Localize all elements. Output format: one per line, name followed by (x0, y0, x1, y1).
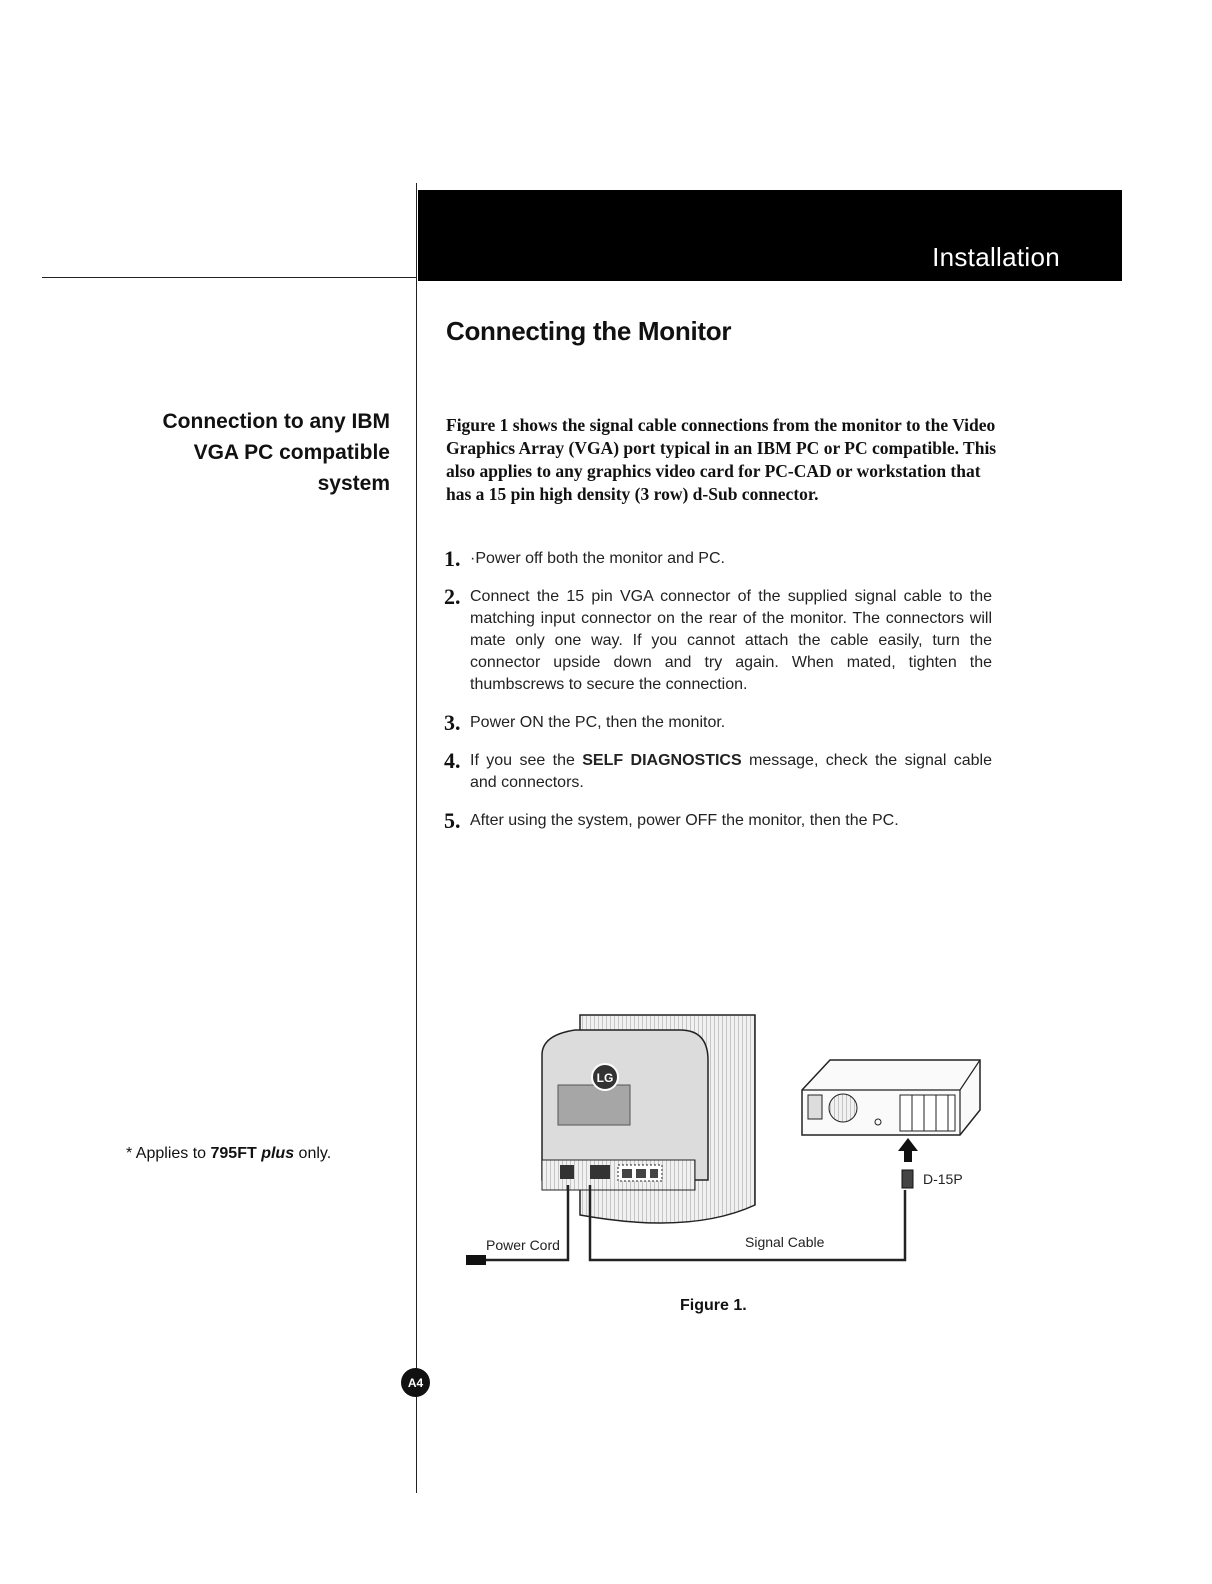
horizontal-rule (42, 277, 417, 278)
step-text: ·Power off both the monitor and PC. (470, 550, 725, 567)
signal-cable-label: Signal Cable (745, 1234, 825, 1250)
intro-paragraph: Figure 1 shows the signal cable connections from the monitor to the Video Graphics Array (VGA) port typical in an IBM PC or PC compatible. This also applies to any graphics video card for PC-CAD or workstation that has a 15 pin high density (3 row) d-Sub connector. (446, 415, 997, 504)
arrow-up-icon (898, 1138, 918, 1162)
footnote-prefix: * Applies to (126, 1145, 211, 1162)
figure-caption: Figure 1. (680, 1297, 747, 1314)
power-cord-label: Power Cord (486, 1237, 560, 1253)
footnote (126, 1145, 331, 1163)
page-number-badge: A4 (401, 1368, 430, 1397)
step-text-before: If you see the (470, 752, 583, 769)
steps-list (444, 548, 992, 848)
step-text (470, 750, 992, 794)
self-diagnostics-emphasis: SELF DIAGNOSTICS (582, 752, 742, 769)
step-item (444, 586, 992, 696)
section-header-bar (418, 190, 1122, 281)
step-item (444, 712, 992, 734)
step-text: Power ON the PC, then the monitor. (470, 714, 726, 731)
step-number: 5. (444, 808, 461, 833)
pc-illustration (802, 1060, 980, 1135)
step-text: After using the system, power OFF the monitor, then the PC. (470, 812, 899, 829)
step-number: 1. (444, 546, 461, 571)
footnote-variant: plus (261, 1145, 295, 1162)
step-number: 2. (444, 584, 461, 609)
lg-logo (592, 1064, 618, 1090)
step-item (444, 548, 992, 570)
lg-logo-text: LG (596, 1071, 614, 1085)
d15p-connector-icon (902, 1170, 913, 1188)
vertical-rule (416, 183, 417, 1493)
monitor-illustration (542, 1015, 755, 1223)
sidebar-heading: Connection to any IBM VGA PC compatible system (162, 410, 390, 495)
step-number: 3. (444, 710, 461, 735)
section-title: Installation (932, 242, 1060, 272)
step-number: 4. (444, 748, 461, 773)
footnote-model: 795FT (210, 1145, 257, 1162)
step-text-after: message, check the signal cable and connectors. (470, 752, 993, 791)
page-title: Connecting the Monitor (446, 316, 732, 346)
connection-diagram (450, 1005, 1010, 1280)
step-item (444, 810, 992, 832)
d15p-label: D-15P (923, 1171, 963, 1187)
step-item (444, 750, 992, 794)
footnote-suffix: only. (294, 1145, 332, 1162)
power-plug-icon (466, 1255, 486, 1265)
step-text: Connect the 15 pin VGA connector of the supplied signal cable to the matching input connector on the rear of the monitor. The connectors will mate only one way. If you cannot attach the cable easily, turn the connector upside down and try again. When mated, tighten the thumbscrews to secure the connection. (470, 588, 992, 693)
